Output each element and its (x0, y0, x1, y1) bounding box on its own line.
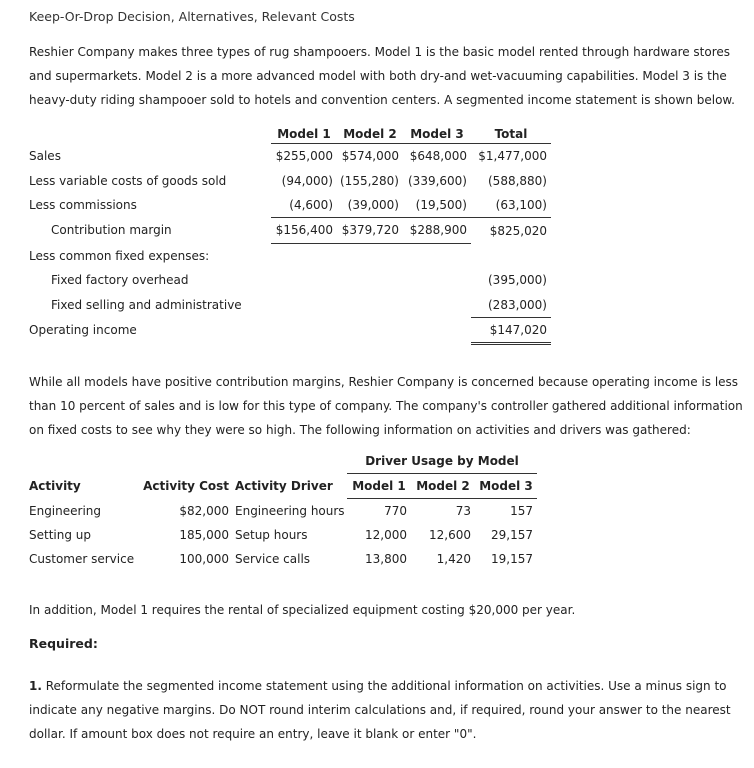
intro-paragraph: Reshier Company makes three types of rug shampooers. Model 1 is the basic model rented through hardware stores and supermarkets. Model 2 is a more advanced model with both dry-and wet-vacuuming capabilities. Model 3 is the heavy-duty riding shampooer sold to hotels and convention centers. A segmented income statement is shown below. (29, 45, 735, 107)
is-cell: $255,000 (275, 149, 333, 164)
activity-name: Setting up (29, 528, 92, 542)
usage-model-1: 12,000 (365, 528, 407, 542)
is-header-model-3: Model 3 (403, 117, 471, 144)
is-cell: (155,280) (340, 173, 399, 188)
is-label: Less variable costs of goods sold (29, 173, 227, 188)
is-row-fixed-factory-overhead (29, 268, 551, 292)
is-cell: (94,000) (281, 173, 333, 188)
is-cell: $288,900 (403, 218, 471, 243)
is-cell: (395,000) (488, 273, 547, 288)
is-header-blank (29, 117, 271, 144)
activity-driver: Service calls (235, 552, 311, 566)
is-cell: $1,477,000 (478, 149, 547, 164)
is-row-operating-income (29, 317, 551, 343)
is-cell (403, 243, 471, 268)
is-cell (403, 317, 471, 343)
header-activity: Activity (29, 479, 81, 493)
is-label: Less commissions (29, 198, 137, 213)
required-heading: Required: (29, 636, 98, 651)
usage-model-3: 29,157 (491, 528, 533, 542)
is-cell: $825,020 (489, 223, 547, 238)
is-row-fixed-selling-admin (29, 292, 551, 317)
requirement-number: 1. (29, 679, 42, 693)
is-cell: (4,600) (271, 193, 337, 218)
is-cell (271, 243, 337, 268)
is-cell (403, 268, 471, 292)
is-cell: $648,000 (409, 149, 467, 164)
is-label: Operating income (29, 323, 137, 338)
activity-cost: 185,000 (179, 528, 229, 542)
is-cell (403, 292, 471, 317)
is-header-model-2: Model 2 (337, 117, 403, 144)
driver-usage-header: Driver Usage by Model (347, 449, 537, 474)
is-row-common-fixed (29, 243, 551, 268)
header-model-1: Model 1 (347, 474, 411, 499)
activity-row-engineering (29, 499, 537, 524)
requirement-text: Reformulate the segmented income statement using the additional information on activities. Use a minus sign to indicate any negative margins. Do NOT round interim calculations and, if required, round your answer to the nearest dollar. If amount box does not require an entry, leave it blank or enter "0". (29, 679, 731, 741)
is-cell: (588,880) (488, 173, 547, 188)
is-cell: (39,000) (337, 193, 403, 218)
activity-name: Engineering (29, 503, 101, 518)
activity-driver: Setup hours (235, 528, 308, 542)
header-model-2: Model 2 (411, 474, 475, 499)
activity-row-customer-service (29, 547, 537, 571)
is-label: Sales (29, 148, 61, 163)
header-activity-driver: Activity Driver (235, 479, 333, 493)
usage-model-1: 13,800 (365, 552, 407, 566)
is-cell (337, 243, 403, 268)
is-cell: $574,000 (341, 149, 399, 164)
is-cell (337, 317, 403, 343)
segmented-income-statement (29, 117, 551, 345)
activity-driver: Engineering hours (235, 503, 345, 518)
equipment-note: In addition, Model 1 requires the rental of specialized equipment costing $20,000 per year. (29, 603, 576, 617)
activity-cost: 100,000 (179, 552, 229, 566)
header-activity-cost: Activity Cost (143, 479, 229, 493)
is-row-commissions (29, 193, 551, 218)
is-cell: (63,100) (471, 193, 551, 218)
problem-title: Keep-Or-Drop Decision, Alternatives, Relevant Costs (29, 9, 355, 24)
is-header-total: Total (471, 117, 551, 144)
is-header-model-1: Model 1 (271, 117, 337, 144)
usage-model-3: 157 (510, 504, 533, 518)
is-cell: $379,720 (337, 218, 403, 243)
activity-cost: $82,000 (179, 503, 229, 518)
is-label: Less common fixed expenses: (29, 248, 210, 263)
is-cell: (339,600) (408, 173, 467, 188)
is-cell: $147,020 (471, 317, 551, 343)
activity-intro-paragraph: While all models have positive contribution margins, Reshier Company is concerned because operating income is less than 10 percent of sales and is low for this type of company. The company's controller gathered additional information on fixed costs to see why they were so high. The following information on activities and drivers was gathered: (29, 375, 743, 437)
is-cell (471, 243, 551, 268)
is-cell: (19,500) (403, 193, 471, 218)
activity-table (29, 449, 537, 571)
is-label: Contribution margin (51, 223, 172, 238)
is-label: Fixed factory overhead (51, 273, 189, 288)
activity-row-setting-up (29, 523, 537, 547)
is-cell (271, 317, 337, 343)
usage-model-3: 19,157 (491, 552, 533, 566)
activity-name: Customer service (29, 552, 135, 566)
is-row-contribution-margin (29, 218, 551, 243)
usage-model-1: 770 (384, 504, 407, 518)
is-cell (271, 292, 337, 317)
is-cell: (283,000) (471, 292, 551, 317)
is-cell (271, 268, 337, 292)
is-row-sales (29, 144, 551, 169)
is-row-variable-costs (29, 168, 551, 192)
requirement-1 (29, 674, 745, 746)
is-cell (337, 268, 403, 292)
usage-model-2: 73 (455, 504, 471, 518)
is-cell (337, 292, 403, 317)
header-model-3: Model 3 (475, 474, 537, 499)
is-cell: $156,400 (271, 218, 337, 243)
usage-model-2: 1,420 (436, 552, 471, 566)
is-label: Fixed selling and administrative (51, 297, 242, 312)
usage-model-2: 12,600 (429, 528, 471, 542)
